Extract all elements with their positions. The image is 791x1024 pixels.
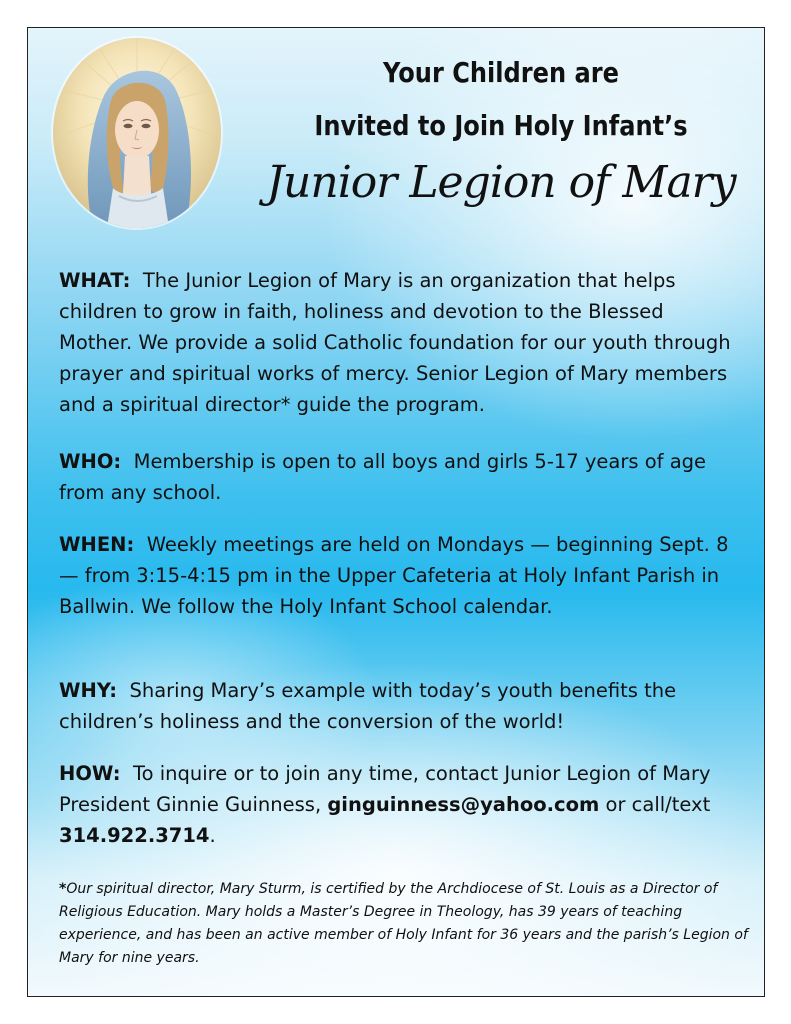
why-text: Sharing Mary’s example with today’s youth benefits the children’s holiness and the conversion of the world! bbox=[59, 679, 677, 733]
what-text: The Junior Legion of Mary is an organization that helps children to grow in faith, holiness and devotion to the Blessed Mother. We provide a solid Catholic foundation for our youth through prayer and spiritual works of mercy. Senior Legion of Mary members and a spiritual director* guide the program. bbox=[59, 269, 731, 416]
who-text: Membership is open to all boys and girls 5-17 years of age from any school. bbox=[59, 450, 707, 504]
mary-portrait bbox=[53, 38, 221, 228]
section-why bbox=[59, 675, 739, 737]
who-label: WHO: bbox=[59, 450, 122, 473]
section-what bbox=[59, 265, 739, 420]
section-who bbox=[59, 446, 739, 508]
contact-phone[interactable]: 314.922.3714 bbox=[59, 824, 210, 847]
how-text-before: To inquire or to join any time, contact Junior Legion of Mary President Ginnie Guinness, bbox=[59, 762, 711, 816]
script-title: Junior Legion of Mary bbox=[266, 157, 736, 208]
why-label: WHY: bbox=[59, 679, 118, 702]
contact-email-link[interactable]: ginguinness@yahoo.com bbox=[327, 793, 600, 816]
when-label: WHEN: bbox=[59, 533, 135, 556]
mary-portrait-image bbox=[53, 38, 221, 228]
how-text-end: . bbox=[209, 824, 216, 847]
how-label: HOW: bbox=[59, 762, 121, 785]
when-text: Weekly meetings are held on Mondays — beginning Sept. 8 — from 3:15-4:15 pm in the Upper Cafeteria at Holy Infant Parish in Ballwin. We follow the Holy Infant School calendar. bbox=[59, 533, 729, 618]
section-how bbox=[59, 758, 739, 851]
footnote bbox=[59, 878, 749, 970]
how-text-middle: or call/text bbox=[605, 793, 711, 816]
section-when bbox=[59, 529, 739, 622]
footnote-star: * bbox=[59, 881, 67, 897]
flyer bbox=[27, 27, 765, 997]
what-label: WHAT: bbox=[59, 269, 131, 292]
title-line-2: Invited to Join Holy Infant’s bbox=[314, 109, 688, 142]
footnote-text: Our spiritual director, Mary Sturm, is certified by the Archdiocese of St. Louis as a Director of Religious Education. Mary holds a Master’s Degree in Theology, has 39 years of teaching experience, and has been an active member of Holy Infant for 36 years and the parish’s Legion of Mary for nine years. bbox=[59, 881, 748, 966]
title-line-1: Your Children are bbox=[383, 56, 619, 89]
